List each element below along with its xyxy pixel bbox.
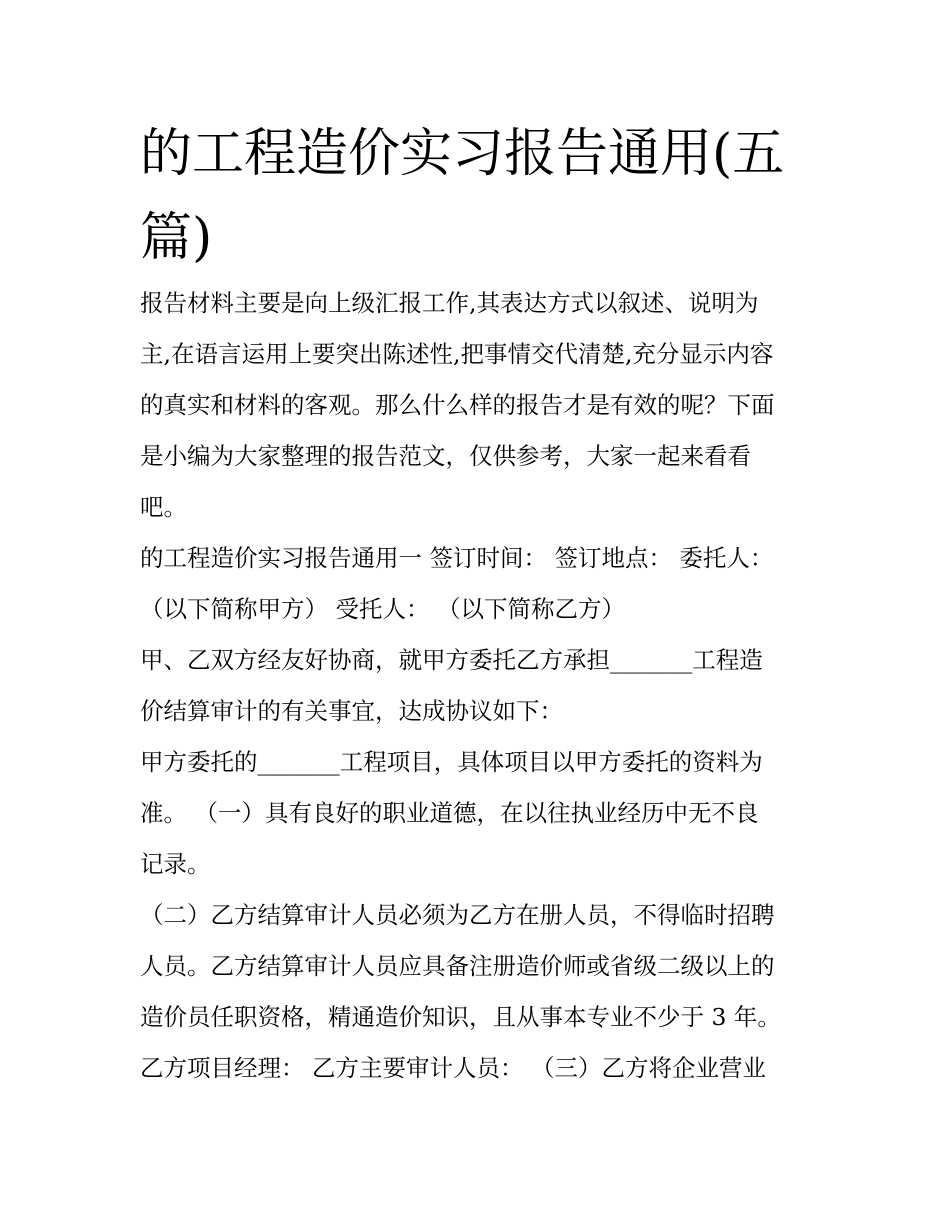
body-line: 是小编为大家整理的报告范文，仅供参考，大家一起来看看 (140, 442, 751, 470)
body-line: 的真实和材料的客观。那么什么样的报告才是有效的呢？下面 (140, 391, 775, 419)
body-line: 价结算审计的有关事宜，达成协议如下： (140, 697, 563, 725)
body-line: 主,在语言运用上要突出陈述性,把事情交代清楚,充分显示内容 (140, 340, 774, 368)
body-line: 乙方项目经理： 乙方主要审计人员： （三）乙方将企业营业 (140, 1054, 766, 1082)
body-line: 人员。乙方结算审计人员应具备注册造价师或省级二级以上的 (140, 952, 775, 980)
body-line: 的工程造价实习报告通用一 签订时间： 签订地点： 委托人： (140, 544, 774, 572)
body-line: 准。 （一）具有良好的职业道德，在以往执业经历中无不良 (140, 799, 759, 827)
body-line: （以下简称甲方） 受托人： （以下简称乙方） (140, 595, 625, 623)
body-line: 吧。 (140, 493, 187, 521)
title-line: 的工程造价实习报告通用(五 (140, 124, 785, 184)
document-body (140, 278, 830, 1094)
body-line: 造价员任职资格，精通造价知识，且从事本专业不少于 3 年。 (140, 1003, 781, 1031)
body-line: 甲方委托的_______工程项目，具体项目以甲方委托的资料为 (140, 748, 763, 776)
document-title (140, 112, 830, 280)
title-line: 篇) (140, 208, 213, 268)
body-line: 报告材料主要是向上级汇报工作,其表达方式以叙述、说明为 (140, 289, 759, 317)
body-line: （二）乙方结算审计人员必须为乙方在册人员，不得临时招聘 (140, 901, 775, 929)
body-line: 甲、乙双方经友好协商，就甲方委托乙方承担_______工程造 (140, 646, 763, 674)
body-line: 记录。 (140, 850, 211, 878)
